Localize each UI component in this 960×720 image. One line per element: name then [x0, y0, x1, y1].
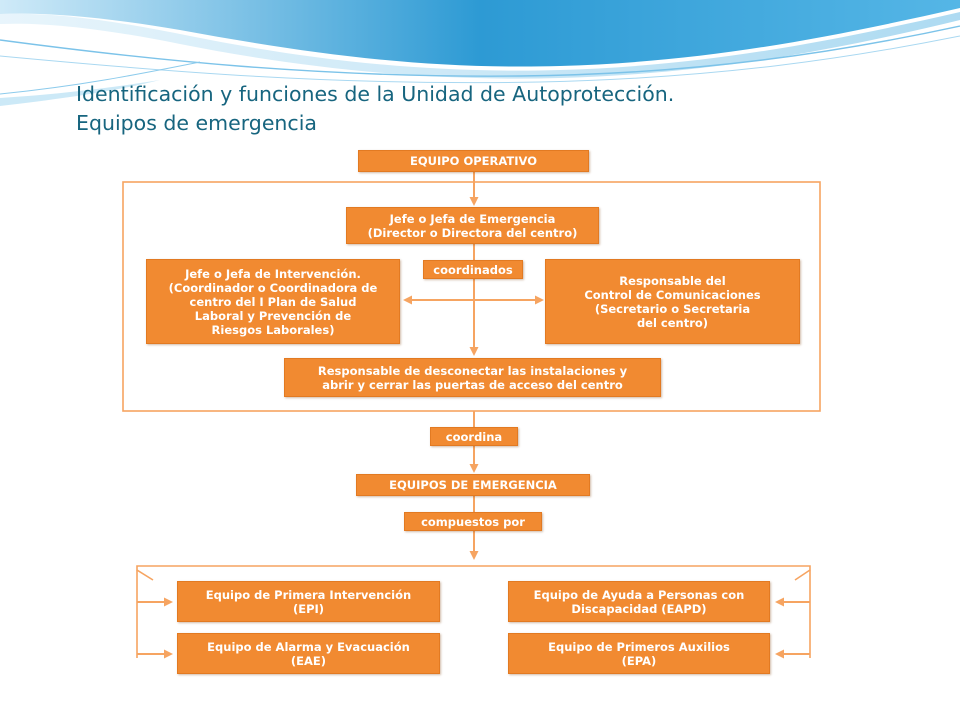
jefe-intervencion-box — [146, 259, 400, 344]
epi-label: Equipo de Primera Intervención (EPI) — [205, 587, 412, 616]
jefe-intervencion-label: Jefe o Jefa de Intervención. (Coordinador o Coordinadora de centro del I Plan de Salud Laboral y Prevención de Riesgos Laborales) — [168, 266, 378, 337]
eapd-box — [508, 581, 770, 622]
responsable-instalaciones-label: Responsable de desconectar las instalaciones y abrir y cerrar las puertas de acceso del centro — [317, 363, 628, 392]
coordinados-label: coordinados — [433, 262, 513, 277]
epa-box — [508, 633, 770, 674]
slide-title-line-1: Identificación y funciones de la Unidad de Autoprotección. — [76, 82, 675, 106]
equipos-emergencia-box — [356, 474, 590, 496]
bottom-bracket — [137, 566, 810, 580]
org-chart-diagram — [113, 146, 828, 680]
compuestos-por-label: compuestos por — [421, 514, 525, 529]
coordinados-label-box — [423, 260, 523, 279]
compuestos-por-label-box — [404, 512, 542, 531]
epa-label: Equipo de Primeros Auxilios (EPA) — [548, 639, 730, 668]
coordina-label: coordina — [445, 429, 503, 444]
coordina-label-box — [430, 427, 518, 446]
equipo-operativo-label: EQUIPO OPERATIVO — [410, 154, 537, 168]
eae-box — [177, 633, 440, 674]
epi-box — [177, 581, 440, 622]
equipos-emergencia-label: EQUIPOS DE EMERGENCIA — [389, 478, 557, 492]
jefe-emergencia-box — [346, 207, 599, 244]
jefe-emergencia-label: Jefe o Jefa de Emergencia (Director o Directora del centro) — [367, 211, 578, 240]
equipo-operativo-box — [358, 150, 589, 172]
slide-title — [76, 80, 936, 138]
responsable-comunicaciones-label: Responsable del Control de Comunicaciones (Secretario o Secretaria del centro) — [584, 273, 761, 330]
eae-label: Equipo de Alarma y Evacuación (EAE) — [207, 639, 410, 668]
responsable-comunicaciones-box — [545, 259, 800, 344]
responsable-instalaciones-box — [284, 358, 661, 397]
slide-title-line-2: Equipos de emergencia — [76, 111, 317, 135]
eapd-label: Equipo de Ayuda a Personas con Discapacidad (EAPD) — [533, 587, 745, 616]
